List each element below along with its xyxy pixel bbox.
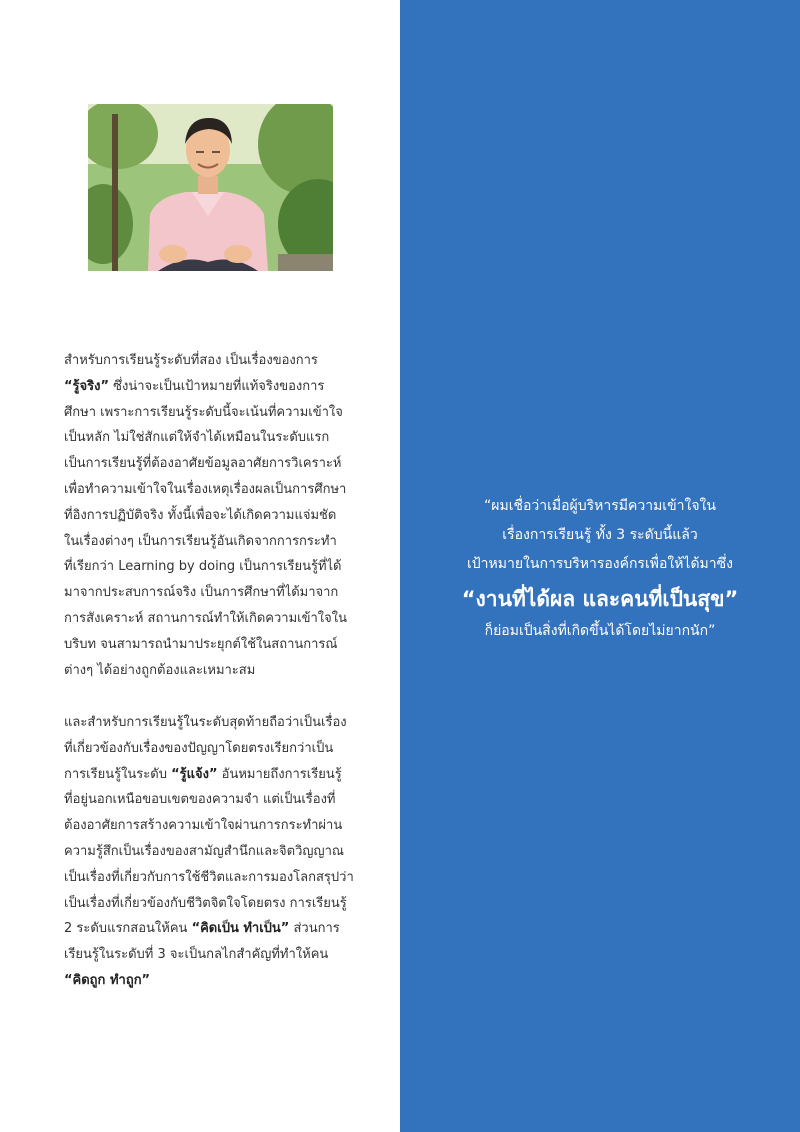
emphasis-text: “คิดถูก ทำถูก”: [64, 972, 151, 988]
text-line: ในเรื่องต่างๆ เป็นการเรียนรู้อันเกิดจากการกระทำ: [64, 533, 337, 549]
pull-quote: [400, 492, 800, 646]
text-line: เป็นเรื่องที่เกี่ยวข้องกับชีวิตจิตใจโดยตรง การเรียนรู้: [64, 895, 347, 911]
text-line: ที่เกี่ยวข้องกับเรื่องของปัญญาโดยตรงเรียกว่าเป็น: [64, 740, 334, 756]
text-line: และสำหรับการเรียนรู้ในระดับสุดท้ายถือว่าเป็นเรื่อง: [64, 715, 347, 730]
text-fragment: อันหมายถึงการเรียนรู้: [217, 766, 342, 782]
quote-line: เรื่องการเรียนรู้ ทั้ง 3 ระดับนี้แล้ว: [502, 527, 698, 543]
quote-line: “ผมเชื่อว่าเมื่อผู้บริหารมีความเข้าใจใน: [484, 498, 716, 514]
emphasis-text: “คิดเป็น ทำเป็น”: [191, 921, 290, 937]
text-line: เรียนรู้ในระดับที่ 3 จะเป็นกลไกสำคัญที่ทำให้คน: [64, 947, 329, 963]
text-line: มาจากประสบการณ์จริง เป็นการศึกษาที่ได้มาจาก: [64, 585, 339, 601]
paragraph-real-understanding: [64, 348, 380, 683]
text-line: ที่อยู่นอกเหนือขอบเขตของความจำ แต่เป็นเรื่องที่: [64, 792, 336, 808]
text-line: บริบท จนสามารถนำมาประยุกต์ใช้ในสถานการณ์: [64, 636, 338, 652]
text-line: การสังเคราะห์ สถานการณ์ทำให้เกิดความเข้าใจใน: [64, 610, 347, 626]
text-line: [64, 374, 380, 400]
text-line: ที่อิงการปฏิบัติจริง ทั้งนี้เพื่อจะได้เกิดความแจ่มชัด: [64, 507, 337, 523]
text-line: เป็นเรื่องที่เกี่ยวกับการใช้ชีวิตและการมองโลกสรุปว่า: [64, 869, 354, 885]
text-line: [64, 762, 380, 788]
text-line: ต่างๆ ได้อย่างถูกต้องและเหมาะสม: [64, 662, 256, 678]
text-line: ต้องอาศัยการสร้างความเข้าใจผ่านการกระทำผ่าน: [64, 818, 343, 834]
text-fragment: การเรียนรู้ในระดับ: [64, 766, 172, 782]
text-line: ความรู้สึกเป็นเรื่องของสามัญสำนึกและจิตวิญญาณ: [64, 843, 344, 859]
text-line: [64, 916, 380, 942]
emphasis-text: “รู้จริง”: [64, 378, 110, 394]
text-line: สำหรับการเรียนรู้ระดับที่สอง เป็นเรื่องของการ: [64, 353, 318, 368]
quote-highlight: “งานที่ได้ผล และคนที่เป็นสุข”: [461, 587, 739, 611]
text-fragment: 2 ระดับแรกสอนให้คน: [64, 921, 192, 937]
text-line: เป็นหลัก ไม่ใช่สักแต่ให้จำได้เหมือนในระดับแรก: [64, 430, 330, 446]
text-line: เพื่อทำความเข้าใจในเรื่องเหตุเรื่องผลเป็นการศึกษา: [64, 481, 347, 497]
text-fragment: ส่วนการ: [289, 921, 340, 937]
quote-line: ก็ย่อมเป็นสิ่งที่เกิดขึ้นได้โดยไม่ยากนัก”: [484, 623, 716, 639]
text-fragment: ซึ่งน่าจะเป็นเป้าหมายที่แท้จริงของการ: [109, 378, 325, 394]
text-line: ที่เรียกว่า Learning by doing เป็นการเรียนรู้ที่ได้: [64, 559, 342, 575]
paragraph-enlightenment: [64, 710, 380, 994]
text-line: เป็นการเรียนรู้ที่ต้องอาศัยข้อมูลอาศัยการวิเคราะห์: [64, 456, 342, 472]
text-line: ศึกษา เพราะการเรียนรู้ระดับนี้จะเน้นที่ความเข้าใจ: [64, 404, 343, 420]
portrait-photo: [88, 104, 333, 271]
emphasis-text: “รู้แจ้ง”: [171, 766, 218, 782]
quote-line: เป้าหมายในการบริหารองค์กรเพื่อให้ได้มาซึ่ง: [467, 556, 733, 572]
